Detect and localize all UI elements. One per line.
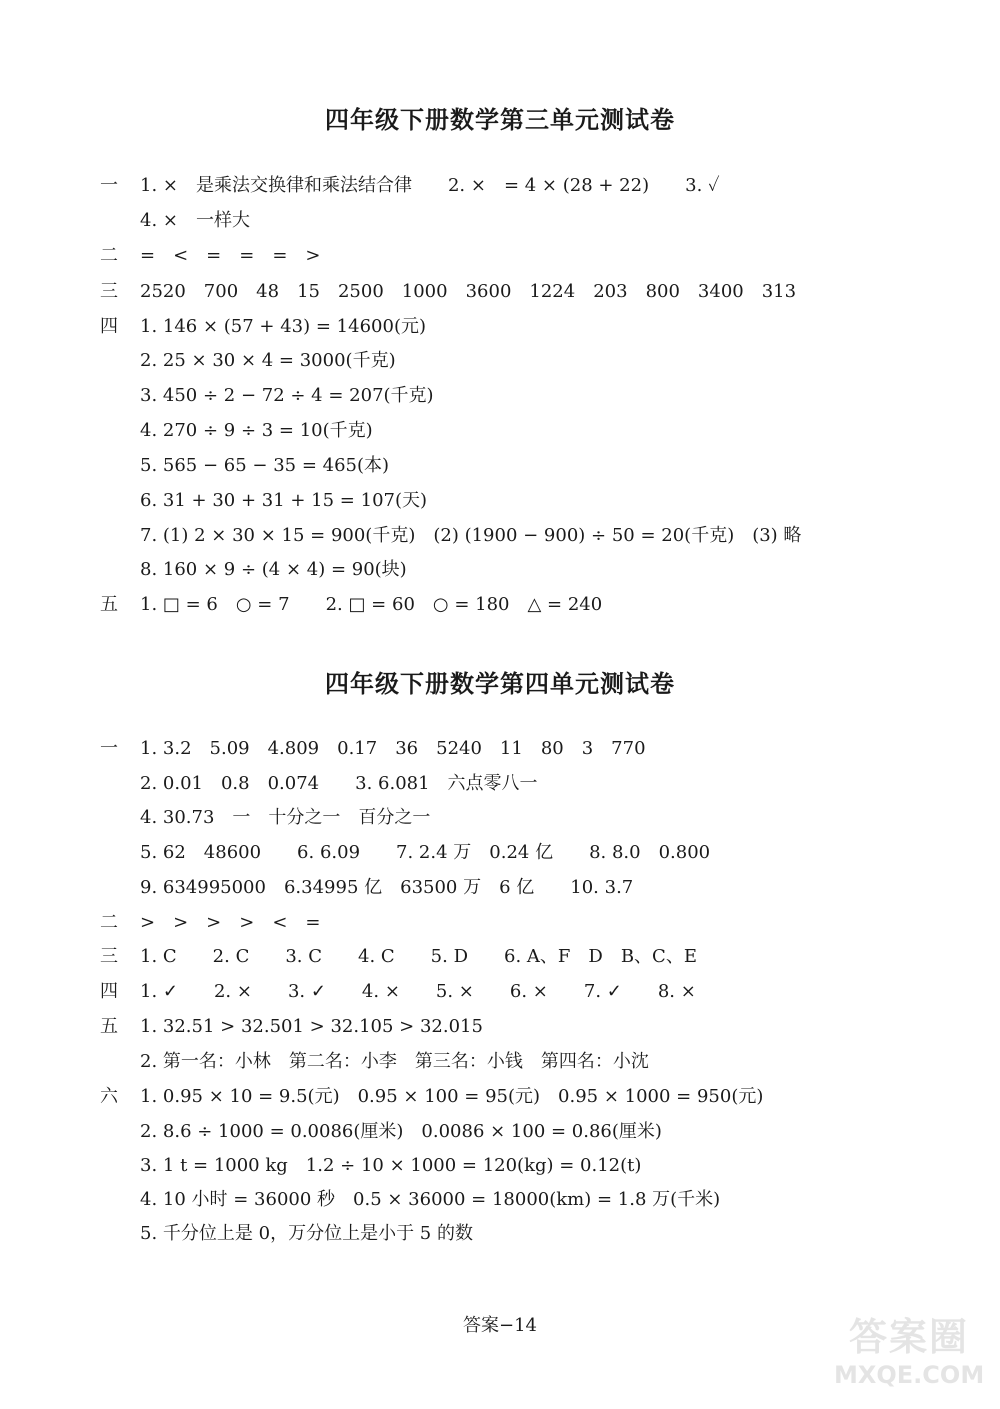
page-number: 答案−14 — [463, 1315, 537, 1336]
question-number: 四 — [100, 316, 118, 337]
answer-text: 1. 32.51 > 32.501 > 32.105 > 32.015 — [140, 1016, 483, 1037]
answer-text: 5. 565 − 65 − 35 = 465(本) — [140, 455, 390, 476]
watermark-logo — [834, 1306, 984, 1401]
answer-text: 2. 8.6 ÷ 1000 = 0.0086(厘米) 0.0086 × 100 = 0.86(厘米) — [140, 1121, 662, 1142]
question-number: 五 — [100, 594, 118, 615]
question-number: 六 — [100, 1086, 118, 1107]
answer-text: 4. × 一样大 — [140, 210, 250, 231]
question-number: 五 — [100, 1016, 118, 1037]
question-number: 一 — [100, 175, 118, 196]
answer-text: 6. 31 + 30 + 31 + 15 = 107(天) — [140, 490, 428, 511]
answer-text: 3. 450 ÷ 2 − 72 ÷ 4 = 207(千克) — [140, 385, 434, 406]
answer-text: 2. 0.01 0.8 0.074 3. 6.081 六点零八一 — [140, 773, 538, 794]
answer-text: 1. × 是乘法交换律和乘法结合律 2. × = 4 × (28 + 22) 3. ✓ — [140, 175, 720, 196]
answer-text: 7. (1) 2 × 30 × 15 = 900(千克) (2) (1900 − 900) ÷ 50 = 20(千克) (3) 略 — [140, 525, 802, 546]
question-number: 二 — [100, 245, 118, 266]
answer-text: 3. 1 t = 1000 kg 1.2 ÷ 10 × 1000 = 120(kg) = 0.12(t) — [140, 1155, 642, 1176]
answer-text: 5. 千分位上是 0，万分位上是小于 5 的数 — [140, 1223, 473, 1244]
answer-text: 1. 146 × (57 + 43) = 14600(元) — [140, 316, 426, 337]
question-number: 二 — [100, 912, 118, 933]
answer-text: 2. 25 × 30 × 4 = 3000(千克) — [140, 350, 396, 371]
answer-text: 9. 634995000 6.34995 亿 63500 万 6 亿 10. 3.7 — [140, 877, 634, 898]
answer-text: 4. 10 小时 = 36000 秒 0.5 × 36000 = 18000(km) = 1.8 万(千米) — [140, 1189, 721, 1210]
watermark-en: MXQE.COM — [834, 1361, 985, 1389]
answer-text: 1. 3.2 5.09 4.809 0.17 36 5240 11 80 3 770 — [140, 738, 646, 759]
answer-text: 1. 0.95 × 10 = 9.5(元) 0.95 × 100 = 95(元) 0.95 × 1000 = 950(元) — [140, 1086, 764, 1107]
answer-text: 8. 160 × 9 ÷ (4 × 4) = 90(块) — [140, 559, 407, 580]
answer-text: > > > > < = — [140, 912, 321, 933]
section1-title: 四年级下册数学第三单元测试卷 — [325, 106, 675, 134]
answer-text: 4. 270 ÷ 9 ÷ 3 = 10(千克) — [140, 420, 373, 441]
question-number: 一 — [100, 738, 118, 759]
answer-text: 5. 62 48600 6. 6.09 7. 2.4 万 0.24 亿 8. 8.0 0.800 — [140, 842, 711, 863]
question-number: 四 — [100, 981, 118, 1002]
section2-title: 四年级下册数学第四单元测试卷 — [325, 670, 675, 698]
question-number: 三 — [100, 281, 118, 302]
answer-text: 2520 700 48 15 2500 1000 3600 1224 203 800 3400 313 — [140, 281, 797, 302]
answer-text: = < = = = > — [140, 245, 321, 266]
watermark-cn: 答案圈 — [848, 1315, 969, 1359]
answer-text: 2. 第一名：小林 第二名：小李 第三名：小钱 第四名：小沈 — [140, 1051, 649, 1072]
answer-text: 1. C 2. C 3. C 4. C 5. D 6. A、F D B、C、E — [140, 946, 697, 967]
question-number: 三 — [100, 946, 118, 967]
answer-text: 1. □ = 6 ○ = 7 2. □ = 60 ○ = 180 △ = 240 — [140, 594, 603, 615]
answer-text: 4. 30.73 一 十分之一 百分之一 — [140, 807, 431, 828]
answer-text: 1. ✓ 2. × 3. ✓ 4. × 5. × 6. × 7. ✓ 8. × — [140, 981, 696, 1002]
